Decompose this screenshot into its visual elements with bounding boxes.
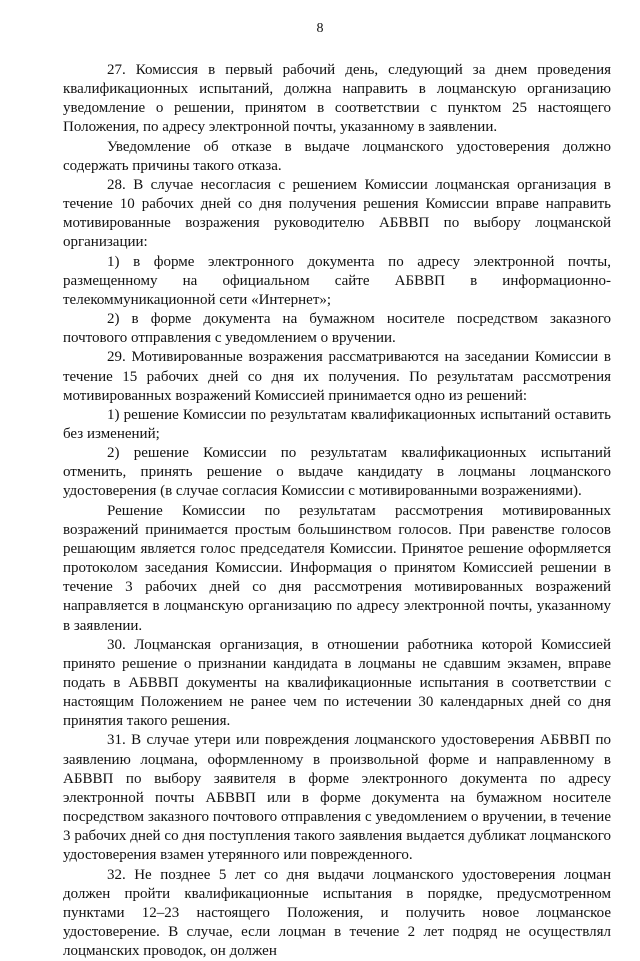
paragraph-29-decision-1: 1) решение Комиссии по результатам квалификационных испытаний оставить без изменений; <box>63 406 611 442</box>
paragraph-refusal-notice: Уведомление об отказе в выдаче лоцманского удостоверения должно содержать причины такого отказа. <box>63 138 611 174</box>
paragraph-30: 30. Лоцманская организация, в отношении работника которой Комиссией принято решение о признании кандидата в лоцманы не сдавшим экзамен, вправе подать в АБВВП документы на квалификационные испытания в соответствии с настоящим Положением не ранее чем по истечении 30 календарных дней со дня принятия такого решения. <box>63 636 611 730</box>
page-number: 8 <box>316 21 324 36</box>
paragraph-29-decision-2: 2) решение Комиссии по результатам квалификационных испытаний отменить, принять решение о выдаче кандидату в лоцманы лоцманского удостоверения (в случае согласия Комиссии с мотивированными возражениями). <box>63 445 611 500</box>
paragraph-28-option-1: 1) в форме электронного документа по адресу электронной почты, размещенному на официальном сайте АБВВП в информационно-телекоммуникационной сети «Интернет»; <box>63 253 611 308</box>
paragraph-31: 31. В случае утери или повреждения лоцманского удостоверения АБВВП по заявлению лоцмана, оформленному в произвольной форме и направленному в АБВВП по выбору заявителя в форме электронного документа по адресу электронной почты АБВВП или в форме документа на бумажном носителе посредством заказного почтового отправления с уведомлением о вручении, в течение 3 рабочих дней со дня поступления такого заявления выдается дубликат лоцманского удостоверения взамен утерянного или поврежденного. <box>63 732 611 864</box>
paragraph-28: 28. В случае несогласия с решением Комиссии лоцманская организация в течение 10 рабочих дней со дня получения решения Комиссии вправе направить мотивированные возражения руководителю АБВВП по выбору лоцманской организации: <box>63 176 611 251</box>
paragraph-29-voting: Решение Комиссии по результатам рассмотрения мотивированных возражений принимается простым большинством голосов. При равенстве голосов решающим является голос председателя Комиссии. Принятое решение оформляется протоколом заседания Комиссии. Информация о принятом Комиссией решении в течение 3 рабочих дней со дня рассмотрения мотивированных возражений направляется в лоцманскую организацию по адресу электронной почты, указанному в заявлении. <box>63 502 611 634</box>
paragraph-27: 27. Комиссия в первый рабочий день, следующий за днем проведения квалификационных испытаний, должна направить в лоцманскую организацию уведомление о решении, принятом в соответствии с пунктом 25 настоящего Положения, по адресу электронной почты, указанному в заявлении. <box>63 62 611 136</box>
document-body <box>63 61 611 961</box>
paragraph-32: 32. Не позднее 5 лет со дня выдачи лоцманского удостоверения лоцман должен пройти квалификационные испытания в порядке, предусмотренном пунктами 12–23 настоящего Положения, и получить новое лоцманское удостоверение. В случае, если лоцман в течение 2 лет подряд не осуществлял лоцманских проводок, он должен <box>63 866 611 960</box>
paragraph-29: 29. Мотивированные возражения рассматриваются на заседании Комиссии в течение 15 рабочих дней со дня их получения. По результатам рассмотрения мотивированных возражений Комиссией принимается одно из решений: <box>63 349 611 404</box>
paragraph-28-option-2: 2) в форме документа на бумажном носителе посредством заказного почтового отправления с уведомлением о вручении. <box>63 311 611 347</box>
